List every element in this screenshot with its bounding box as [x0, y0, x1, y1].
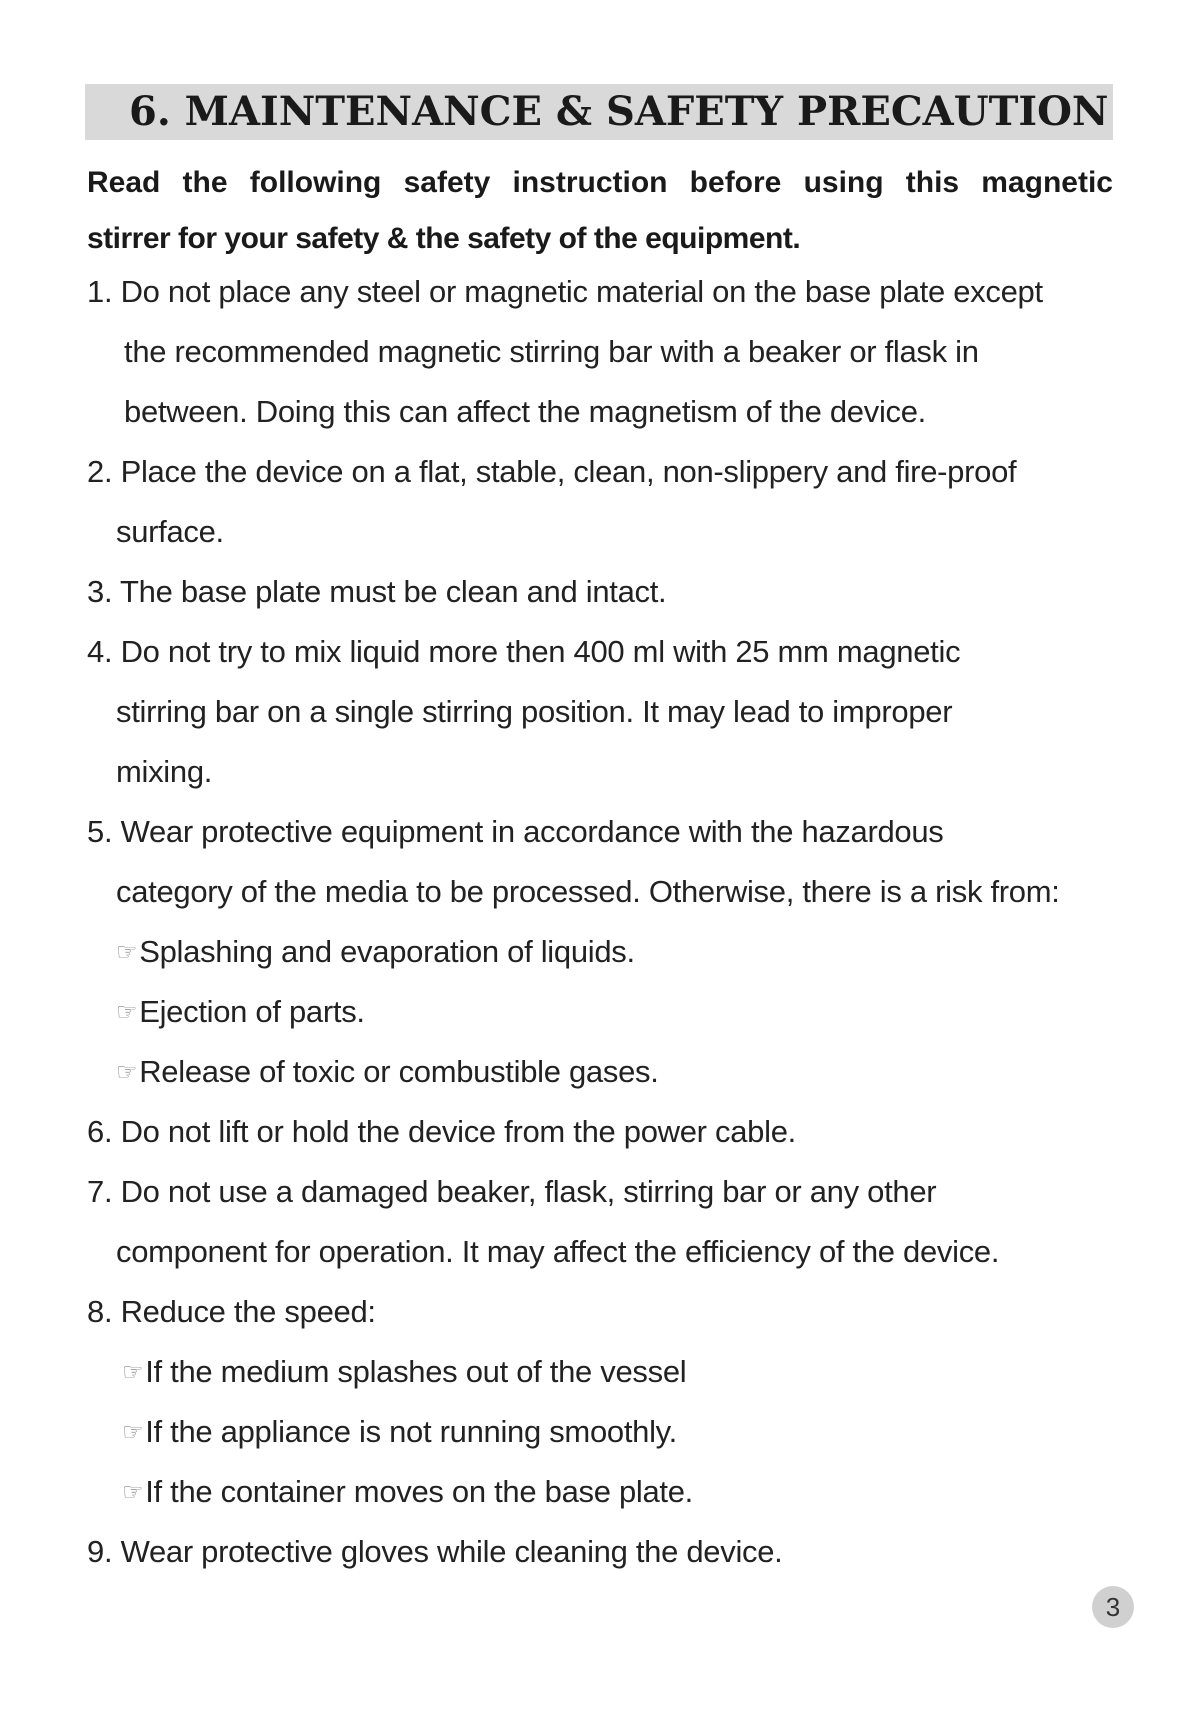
item-5-line-2: category of the media to be processed. Otherwise, there is a risk from: — [116, 874, 1060, 909]
pointing-hand-icon: ☞ — [122, 1418, 144, 1446]
bullet-text: If the medium splashes out of the vessel — [145, 1354, 687, 1389]
item-1-line-1: 1. Do not place any steel or magnetic material on the base plate except — [87, 274, 1043, 309]
item-4-line-1: 4. Do not try to mix liquid more then 400 ml with 25 mm magnetic — [87, 634, 961, 669]
item-8-bullet-3 — [122, 1472, 693, 1512]
item-4-line-2: stirring bar on a single stirring position. It may lead to improper — [116, 694, 953, 729]
intro-paragraph — [87, 155, 1113, 267]
pointing-hand-icon: ☞ — [116, 938, 138, 966]
item-9-line-1: 9. Wear protective gloves while cleaning the device. — [87, 1534, 783, 1569]
item-2-line-1: 2. Place the device on a flat, stable, clean, non-slippery and fire-proof — [87, 454, 1017, 489]
item-5-bullet-1 — [116, 932, 635, 972]
section-title: 6. MAINTENANCE & SAFETY PRECAUTION — [129, 88, 1109, 135]
bullet-text: Ejection of parts. — [139, 994, 365, 1029]
bullet-text: If the container moves on the base plate. — [145, 1474, 693, 1509]
section-title-bar — [85, 84, 1113, 140]
page-number-badge: 3 — [1092, 1586, 1134, 1628]
pointing-hand-icon: ☞ — [116, 1058, 138, 1086]
bullet-text: Splashing and evaporation of liquids. — [139, 934, 635, 969]
item-1-line-3: between. Doing this can affect the magnetism of the device. — [124, 394, 926, 429]
pointing-hand-icon: ☞ — [116, 998, 138, 1026]
item-7-line-2: component for operation. It may affect the efficiency of the device. — [116, 1234, 1000, 1269]
intro-line-1: Read the following safety instruction before using this magnetic — [87, 166, 1113, 199]
pointing-hand-icon: ☞ — [122, 1358, 144, 1386]
pointing-hand-icon: ☞ — [122, 1478, 144, 1506]
intro-line-2: stirrer for your safety & the safety of the equipment. — [87, 222, 801, 255]
item-4-line-3: mixing. — [116, 754, 213, 789]
item-1-line-2: the recommended magnetic stirring bar with a beaker or flask in — [124, 334, 979, 369]
item-8-bullet-2 — [122, 1412, 677, 1452]
bullet-text: If the appliance is not running smoothly. — [145, 1414, 677, 1449]
item-2-line-2: surface. — [116, 514, 224, 549]
item-5-bullet-2 — [116, 992, 365, 1032]
item-7-line-1: 7. Do not use a damaged beaker, flask, stirring bar or any other — [87, 1174, 937, 1209]
item-8-line-1: 8. Reduce the speed: — [87, 1294, 376, 1329]
bullet-text: Release of toxic or combustible gases. — [139, 1054, 659, 1089]
item-8-bullet-1 — [122, 1352, 686, 1392]
item-3-line-1: 3. The base plate must be clean and intact. — [87, 574, 667, 609]
item-6-line-1: 6. Do not lift or hold the device from the power cable. — [87, 1114, 796, 1149]
item-5-line-1: 5. Wear protective equipment in accordance with the hazardous — [87, 814, 944, 849]
item-5-bullet-3 — [116, 1052, 659, 1092]
